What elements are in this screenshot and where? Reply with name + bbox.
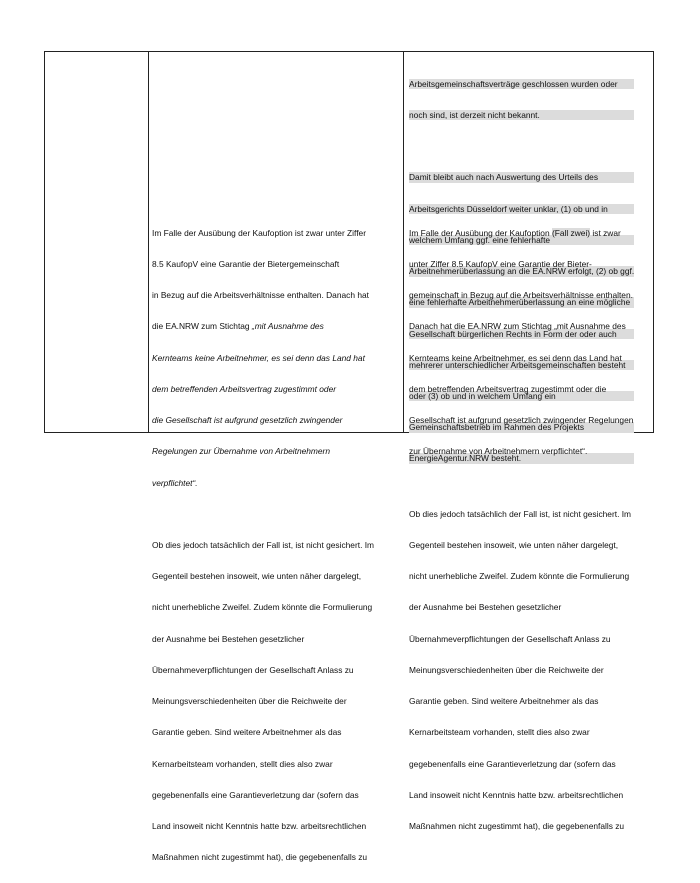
column-divider-2 [403,52,404,432]
left-para2-line: Meinungsverschiedenheiten über die Reichweite der [152,696,347,707]
right-top-line: noch sind, ist derzeit nicht bekannt. [409,110,634,120]
right-para2-line: nicht unerhebliche Zweifel. Zudem könnte die Formulierung [409,571,630,582]
right-para2-line: Meinungsverschiedenheiten über die Reichweite der [409,664,604,675]
right-para2-line: der Ausnahme bei Bestehen gesetzlicher [409,602,562,613]
right-top-line: Arbeitsgerichts Düsseldorf weiter unklar, (1) ob und in [409,204,634,214]
right-para2-line: gegebenenfalls eine Garantieverletzung dar (sofern das [409,758,616,769]
right-para2-line: Land insoweit nicht Kenntnis hatte bzw. arbeitsrechtlichen [409,789,624,800]
right-para1-line: Kernteams keine Arbeitnehmer, es sei denn das Land hat [409,352,622,363]
right-top-line: EnergieAgentur.NRW besteht. [409,453,634,463]
left-para1-line: Regelungen zur Übernahme von Arbeitnehmern [152,446,330,457]
right-body-block [409,207,633,852]
right-para1-line: gemeinschaft in Bezug auf die Arbeitsverhältnisse enthalten. [409,290,633,301]
right-top-line: Arbeitnehmerüberlassung an die EA.NRW erfolgt, (2) ob ggf. [409,266,635,277]
left-para2-line: Garantie geben. Sind weitere Arbeitnehmer als das [152,727,342,738]
right-top-line: Gemeinschaftsbetrieb im Rahmen des Projekts [409,422,634,432]
right-top-line: eine fehlerhafte Arbeitnehmerüberlassung an eine mögliche [409,297,634,307]
left-para1-line: Kernteams keine Arbeitnehmer, es sei denn das Land hat [152,352,365,363]
left-body-block [152,207,374,883]
left-para2-line: Ob dies jedoch tatsächlich der Fall ist, ist nicht gesichert. Im [152,539,375,550]
left-para2-line: der Ausnahme bei Bestehen gesetzlicher [152,633,305,644]
left-para2-line: gegebenenfalls eine Garantieverletzung dar (sofern das [152,789,359,800]
left-para2-line: Land insoweit nicht Kenntnis hatte bzw. arbeitsrechtlichen [152,820,367,831]
right-para2-line: Garantie geben. Sind weitere Arbeitnehmer als das [409,696,599,707]
right-para2-line: Ob dies jedoch tatsächlich der Fall ist, ist nicht gesichert. Im [409,508,632,519]
right-top-line: welchem Umfang ggf. eine fehlerhafte [409,235,634,245]
left-para1-line: verpflichtet“. [152,477,198,488]
left-para2-line: Maßnahmen nicht zugestimmt hat), die gegebenenfalls zu [152,852,368,863]
left-para1-line: die Gesellschaft ist aufgrund gesetzlich zwingender [152,415,343,426]
right-para1-line: zur Übernahme von Arbeitnehmern verpflichtet“. [409,446,588,457]
comparison-table [44,51,654,863]
right-para2-line: Gegenteil bestehen insoweit, wie unten näher dargelegt, [409,539,619,550]
right-para1-line: Gesellschaft ist aufgrund gesetzlich zwingender Regelungen [409,415,634,426]
right-top-line: oder (3) ob und in welchem Umfang ein [409,391,634,401]
right-para2-line: Maßnahmen nicht zugestimmt hat), die gegebenenfalls zu [409,820,625,831]
left-para2-line: Gegenteil bestehen insoweit, wie unten näher dargelegt, [152,571,362,582]
right-top-line: Gesellschaft bürgerlichen Rechts in Form der oder auch [409,329,634,339]
left-para1-line: in Bezug auf die Arbeitsverhältnisse enthalten. Danach hat [152,290,369,301]
left-para1-line: die EA.NRW zum Stichtag „mit Ausnahme des [152,321,324,332]
right-para1-line: dem betreffenden Arbeitsvertrag zugestimmt oder die [409,383,607,394]
right-para1-line: Im Falle der Ausübung der Kaufoption (Fall zwei) ist zwar [409,227,621,238]
right-para1-line: Danach hat die EA.NRW zum Stichtag „mit Ausnahme des [409,321,626,332]
right-para2-line: Kernarbeitsteam vorhanden, stellt dies also zwar [409,727,590,738]
left-para2-line: Übernahmeverpflichtungen der Gesellschaft Anlass zu [152,664,354,675]
right-top-line: Damit bleibt auch nach Auswertung des Urteils des [409,172,634,182]
left-para2-line: Kernarbeitsteam vorhanden, stellt dies also zwar [152,758,333,769]
left-para2-line: nicht unerhebliche Zweifel. Zudem könnte die Formulierung [152,602,373,613]
right-para2-line: Übernahmeverpflichtungen der Gesellschaft Anlass zu [409,633,611,644]
column-divider-1 [148,52,149,432]
left-para1-line: dem betreffenden Arbeitsvertrag zugestimmt oder [152,383,337,394]
right-top-line: mehrerer unterschiedlicher Arbeitsgemeinschaften besteht [409,360,634,370]
right-para1-line: unter Ziffer 8.5 KaufopV eine Garantie der Bieter- [409,259,592,270]
left-para1-line: 8.5 KaufopV eine Garantie der Bietergemeinschaft [152,259,340,270]
fall-zwei-highlight: (Fall zwei) [551,227,591,238]
left-para1-line: Im Falle der Ausübung der Kaufoption ist zwar unter Ziffer [152,227,366,238]
right-top-line: Arbeitsgemeinschaftsverträge geschlossen wurden oder [409,79,634,89]
